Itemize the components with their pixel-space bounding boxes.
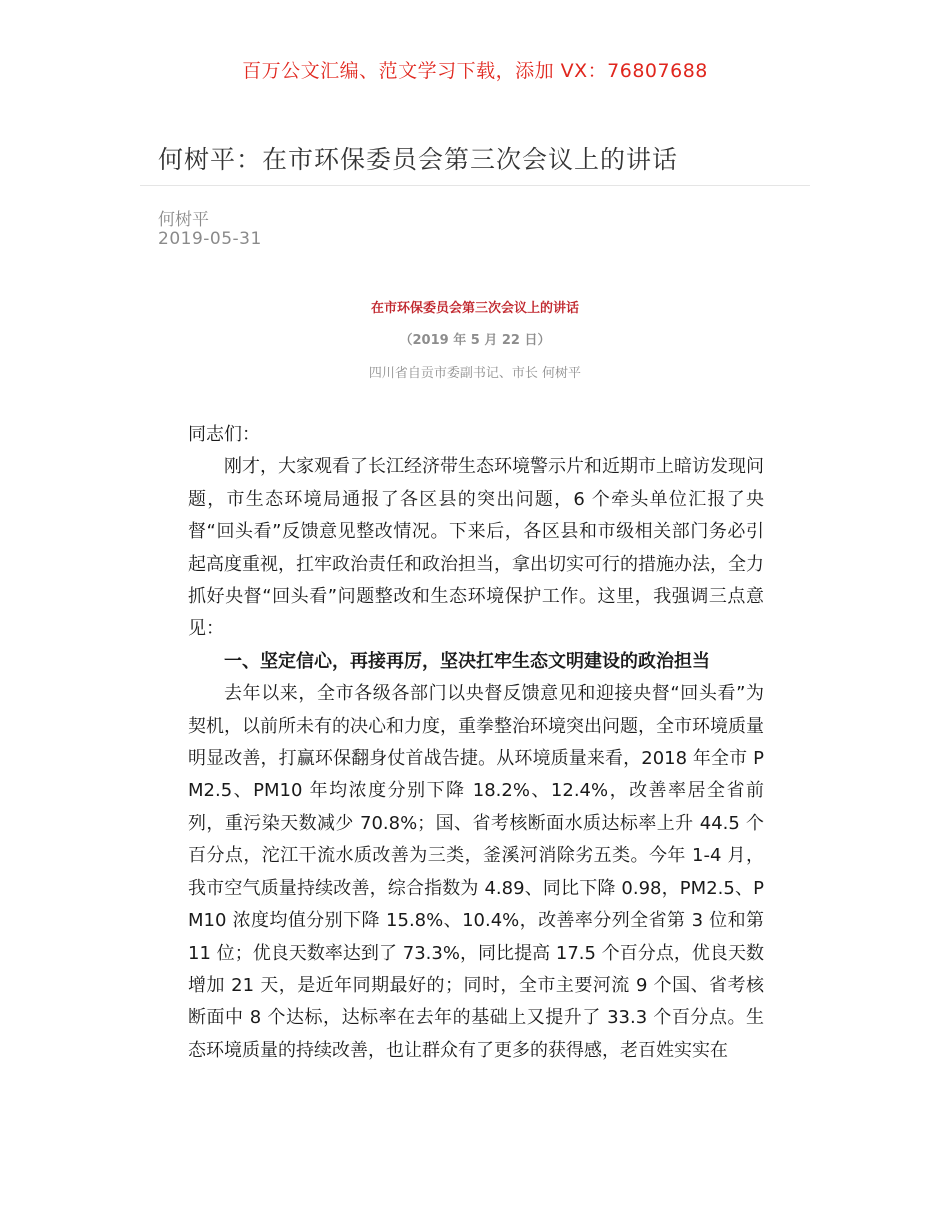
body-paragraph: 去年以来，全市各级各部门以央督反馈意见和迎接央督“回头看”为契机，以前所未有的决心和力度，重拳整治环境突出问题，全市环境质量明显改善，打赢环保翻身仗首战告捷。从环境质量来看，2018 年全市 PM2.5、PM10 年均浓度分别下降 18.2%、12.4%，改善率居全省前列，重污染天数减少 70.8%；国、省考核断面水质达标率上升 44.5 个百分点，沱江干流水质改善为三类，釜溪河消除劣五类。今年 1-4 月，我市空气质量持续改善，综合指数为 4.89、同比下降 0.98，PM2.5、PM10 浓度均值分别下降 15.8%、10.4%，改善率分列全省第 3 位和第 11 位；优良天数率达到了 73.3%，同比提高 17.5 个百分点，优良天数增加 21 天，是近年同期最好的；同时，全市主要河流 9 个国、省考核断面中 8 个达标，达标率在去年的基础上又提升了 33.3 个百分点。生态环境质量的持续改善，也让群众有了更多的获得感，老百姓实实在	[188, 683, 764, 1061]
speech-date: （2019 年 5 月 22 日）	[399, 333, 551, 348]
article-date: 2019-05-31	[158, 229, 262, 249]
body-paragraph: 刚才，大家观看了长江经济带生态环境警示片和近期市上暗访发现问题，市生态环境局通报了各区县的突出问题，6 个牵头单位汇报了央督“回头看”反馈意见整改情况。下来后，各区县和市级相关部门务必引起高度重视，扛牢政治责任和政治担当，拿出切实可行的措施办法，全力抓好央督“回头看”问题整改和生态环境保护工作。这里，我强调三点意见：	[188, 456, 764, 640]
speech-body	[188, 419, 764, 1067]
download-banner: 百万公文汇编、范文学习下载，添加 VX：76807688	[242, 60, 708, 82]
greeting: 同志们：	[188, 424, 260, 445]
speech-title: 在市环保委员会第三次会议上的讲话	[370, 301, 579, 316]
speaker-line: 四川省自贡市委副书记、市长 何树平	[368, 366, 582, 381]
article-author: 何树平	[158, 210, 209, 230]
section-heading: 一、坚定信心，再接再厉，坚决扛牢生态文明建设的政治担当	[224, 650, 710, 672]
article-title: 何树平：在市环保委员会第三次会议上的讲话	[158, 145, 679, 174]
title-divider	[140, 185, 810, 186]
